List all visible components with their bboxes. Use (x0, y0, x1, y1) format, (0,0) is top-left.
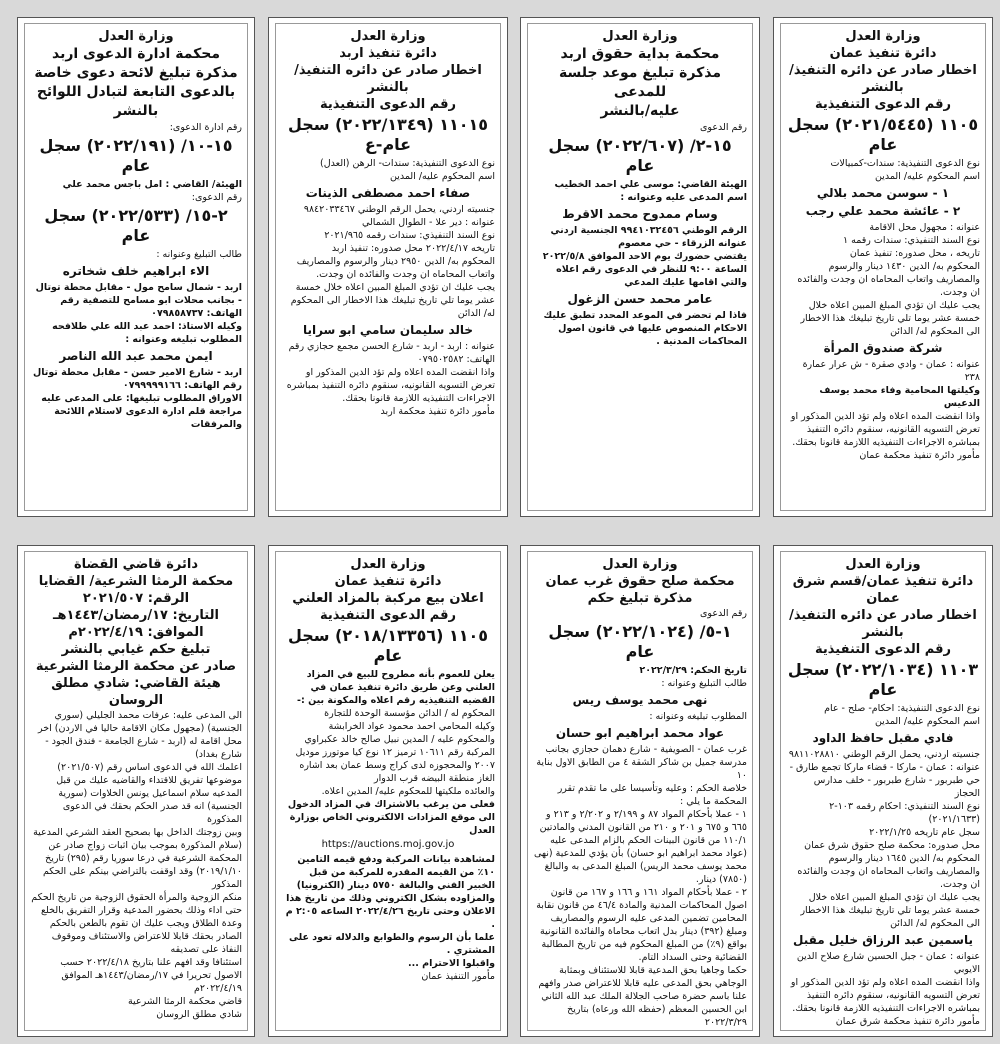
case-number: ١١٠٥ (٢٠١٨/١٣٣٥٦) سجل عام (287, 626, 489, 665)
notice-vehicle-auction (268, 545, 508, 1037)
notice-heading: رقم الدعوى التنفيذية (815, 97, 951, 112)
notice-text: الهيئة/ القاضي : امل باجس محمد علي (62, 179, 242, 190)
notice-text: اسم المحكوم عليه/ المدين (874, 716, 980, 727)
notice-heading: رقم الدعوى التنفيذية (815, 642, 951, 657)
notice-ramtha-sharia-court (17, 545, 255, 1037)
notice-heading: صادر عن محكمة الرمثا الشرعية (35, 659, 237, 674)
party-name: وسام ممدوح محمد الاقرط (562, 207, 718, 221)
notice-text: نوع الدعوى التنفيذية: سندات- الرهن (العدل) (320, 158, 495, 169)
notice-heading: هيئة القاضي: شادي مطلق الروسان (51, 676, 221, 708)
notice-text: عنوانه : اربد - اربد - شارع الحسن مجمع حجازي رقم الهاتف: ٠٧٩٥٠٢٥٨٢ (288, 341, 495, 365)
notice-text: يقتضي حضورك يوم الاحد الموافق ٢٠٢٢/٥/٨ (542, 251, 747, 262)
party-name: ٢ - عائشة محمد علي رجب (805, 204, 961, 218)
party-name: شركة صندوق المرأة (823, 341, 943, 355)
notice-east-amman-execution (773, 545, 993, 1037)
notice-text: رقم الدعوى: (191, 192, 242, 203)
notice-text: اربد - شارع الامير حسن - مقابل محطة توتال رقم الهاتف: ٠٧٩٩٩٩٩١٦٦ (32, 367, 242, 391)
notice-amman-execution-5445 (773, 17, 993, 517)
notice-text: المطلوب تبليغه وعنوانه : (649, 711, 747, 722)
party-name: نهى محمد يوسف ريس (572, 693, 708, 707)
notice-text: وكيله المحامي احمد محمود عواد الخرابشة (328, 721, 495, 732)
notice-text: الرقم الوطني ٩٩٤١٠٣٢٤٥٦ الجنسية اردني (550, 225, 747, 236)
notice-text: مأمور التنفيذ عمان (421, 971, 495, 982)
notice-text: طالب التبليغ وعنوانه : (661, 678, 747, 689)
notice-text: المحكوم له / الدائن مؤسسة الوحدة للتجارة (324, 708, 495, 719)
notice-text: الهيئة القاضي: موسى علي احمد الخطيب (554, 179, 747, 190)
party-name: صفاء احمد مصطفى الذينات (305, 186, 471, 200)
notice-heading: محكمة ادارة الدعوى اربد (51, 46, 221, 62)
notice-text: واذا انقضت المده اعلاه ولم تؤد الدين المذكور او تعرض التسويه القانونيه، سنقوم دائره التنفيذ بمباشره الاجراءات التنفيذيه اللازمة قانونا بحقك. (286, 367, 495, 404)
notice-text: فعلى من يرغب بالاشتراك في المزاد الدخول الى موقع المزادات الالكتروني الخاص بوزارة العدل (287, 799, 495, 836)
notice-heading: دائرة تنفيذ عمان (829, 46, 937, 61)
notice-text: نوع الدعوى التنفيذية: احكام- صلح - عام (824, 703, 980, 714)
notice-text: جنسيته اردني، يحمل الرقم الوطني ٩٨٤٢٠٣٣٤٦٧ (303, 204, 495, 215)
notice-heading: وزارة العدل (602, 29, 678, 44)
notice-heading: التاريخ: ١٧/رمضان/١٤٤٣هـ (53, 608, 219, 623)
notice-heading: الرقم: ٢٠٢١/٥٠٧ (82, 591, 190, 606)
notice-text: والمحكوم عليه / المدين نبيل صالح خالد عكبراوي (304, 734, 495, 745)
notice-heading: وزارة العدل (98, 29, 174, 44)
notice-text: مأمور دائرة تنفيذ محكمة اربد (380, 406, 495, 417)
notice-text: المحكوم به/ الدين ١٦٤٥ دينار والرسوم والمصاريف واتعاب المحاماه ان وجدت والفائده ان وجدت. (797, 853, 980, 890)
notice-text: فاذا لم تحضر في الموعد المحدد تطبق عليك الاحكام المنصوص عليها في قانون اصول المحاكمات المدنية . (543, 310, 747, 347)
notice-text: المركبة رقم ١٠٦١١ ترميز ١٢ نوع كيا موتورز موديل ٢٠٠٧ والمحجوزه لدى كراج وسط عمان بعد اشاره الغاز منطقة البيضه قرب الدوار (295, 747, 495, 784)
party-name: ياسمين عبد الرزاق خليل مقبل (793, 933, 973, 947)
notice-heading: وزارة العدل (350, 29, 426, 44)
notice-text: وكيله الاستاذ: احمد عبد الله علي طلافحه (52, 321, 242, 332)
case-number: ١١٠٥ (٢٠٢١/٥٤٤٥) سجل عام (787, 115, 979, 154)
notice-text: نوع السند التنفيذي: سندات رقمه ١ (843, 235, 980, 246)
case-number: ١-٥/ (٢٠٢٢/١٠٢٤) سجل عام (548, 622, 732, 661)
notice-text: تاريخه ، محل صدوره: تنفيذ عمان (849, 248, 980, 259)
notice-body (24, 23, 248, 511)
notice-text: عنوانه : عمان - ماركا - قضاء ماركا تجمع طارق - حي طبربور - شارع طبربور - خلف مدارس الحجاز (789, 762, 980, 799)
notice-text: اسم المدعى عليه وعنوانه : (620, 192, 747, 203)
notice-heading: اعلان بيع مركبة بالمزاد العلني (292, 591, 484, 606)
notice-body (24, 551, 248, 1031)
notice-heading: مذكرة تبليغ لائحة دعوى خاصة (34, 65, 238, 81)
notice-text: يعلن للعموم بأنه مطروح للبيع في المزاد العلني وعن طريق دائرة تنفيذ عمان في القضيه التنفيذيه رقم اعلاه والمكونة بين :- (297, 669, 495, 706)
notice-text: شادي مطلق الروسان (156, 1009, 242, 1020)
party-name: الاء ابراهيم خلف شخاتره (62, 264, 210, 278)
party-name: عواد محمد ابراهيم ابو حسان (555, 726, 725, 740)
notice-text: ٢ - عملا بأحكام المواد ١٦١ و ١٦٦ و ١٦٧ من قانون اصول المحاكمات المدنية والمادة ٤٦/٤ من قانون نقابة المحامين تضمين المدعى عليه الرسوم والمصاريف ومبلغ (٣٩٢) دينار بدل اتعاب محاماة والفائدة القانونية بواقع (٩٪) من المبلغ المحكوم فيه من تاريخ المطالبة القضائية وحتى السداد التام. (536, 887, 747, 963)
notice-text: وكيلتها المحامية وفاء محمد يوسف الدعيس (819, 385, 980, 409)
notice-heading: اخطار صادر عن دائره التنفيذ/ بالنشر (789, 63, 977, 95)
notice-heading: رقم الدعوى التنفيذية (320, 97, 456, 112)
notice-heading: وزارة العدل (602, 557, 678, 572)
notice-text: عنوانه : دير علا - الطوال الشمالي (361, 217, 495, 228)
notice-text: وبين زوجتك الداخل بها بصحيح العقد الشرعي المدعية (سلام المذكورة بموجب بيان اثبات زواج صادر عن المحكمة الشرعية في درعا سوريا رقم (٢٩٥) تاريخ ٢٠١٩/١/١٠) وقد اوقفت بالتراضي بينكم على الحكم المذكور (33, 827, 242, 890)
notice-body (780, 551, 986, 1031)
notice-text: منكم الزوجية والمرأة الحقوق الزوجية من تاريخ الحكم حتى اداء وذلك بحضور المدعية وقرار التفريق بالخلع وعدة الطلاق ويجب عليك ان تقوم بالطعن بالحكم الصادر بحقك قابلا للاعتراض والاستئناف وموقوف النفاذ على تصديقه (31, 892, 242, 955)
notice-heading: الموافق: ٢٠٢٢/٤/١٩م (68, 625, 204, 640)
notice-text: رقم الدعوى (699, 122, 747, 133)
notice-text: استئنافا وقد افهم علنا بتاريخ ٢٠٢٢/٤/١٨ حسب الاصول تحريرا في ١٧/رمضان/١٤٤٣هـ الموافق ٢٠٢٢/٤/١٩م (60, 957, 242, 994)
party-name: خالد سليمان سامي ابو سرايا (302, 323, 474, 337)
notice-heading: وزارة العدل (845, 557, 921, 572)
notice-text: المحكوم به/ الدين ٢٩٥٠ دينار والرسوم والمصاريف واتعاب المحاماه ان وجدت والفائده ان وجدت. (296, 256, 495, 280)
case-number: ٢-١٥/ (٢٠٢٢/٥٣٣) سجل عام (44, 206, 228, 245)
notice-text: والعائده ملكيتها للمحكوم عليه/ المدين اعلاه. (321, 786, 495, 797)
notice-heading: دائرة تنفيذ اربد (339, 46, 437, 61)
notice-text: اسم المحكوم عليه/ المدين (874, 171, 980, 182)
notice-text: مأمور دائرة تنفيذ محكمة عمان (859, 450, 980, 461)
notice-irbid-execution-1349 (268, 17, 508, 517)
case-number: ١٥-٢/ (٢٠٢٢/٦٠٧) سجل عام (548, 136, 732, 175)
notice-text: قاضي محكمة الرمثا الشرعية (127, 996, 242, 1007)
auction-url[interactable]: https://auctions.moj.gov.jo (321, 839, 455, 850)
notice-text: اعلمك الله في الدعوى اساس رقم (٢٠٢١/٥٠٧) موضوعها تفريق للاقتداء والقاضيه عليك من قبل المدعيه سلام اسماعيل يونس الخلاوات (سورية الجنسية) انه قد صدر الحكم بحقك في الدعوى المذكورة (56, 762, 242, 825)
notice-text: الى المدعى عليه: عرفات محمد الجليلي (سوري الجنسية) (مجهول مكان الاقامة حاليا في الاردن) اخر محل اقامة له (اربد - شارع الجامعة - فندق الجود - شارع بغداد) (37, 710, 242, 760)
notice-heading: دائرة قاضي القضاة (74, 557, 198, 572)
notice-heading: مذكرة تبليغ موعد جلسة للمدعى (558, 65, 722, 100)
notice-text: المطلوب تبليغه وعنوانه : (125, 334, 242, 345)
notice-irbid-court-session (520, 17, 760, 517)
notice-irbid-case-management (17, 17, 255, 517)
case-number: ١٥-١٠/ (٢٠٢٢/١٩١) سجل عام (39, 136, 233, 175)
notice-heading: رقم الدعوى التنفيذية (320, 608, 456, 623)
notice-text: المحكوم به/ الدين ١٤٣٠ دينار والرسوم والمصاريف واتعاب المحاماه ان وجدت والفائده ان وجدت. (797, 261, 980, 298)
case-number: ١١٠٣ (٢٠٢٢/١٠٣٤) سجل عام (787, 660, 979, 699)
notice-heading: مذكرة تبليغ حكم (587, 591, 693, 606)
notice-heading: دائرة تنفيذ عمان (334, 574, 442, 589)
notice-text: واذا انقضت المده اعلاه ولم تؤد الدين المذكور او تعرض التسويه القانونيه، سنقوم دائره التنفيذ بمباشره الاجراءات التنفيذيه اللازمة قانونا بحقك. (790, 977, 980, 1014)
notice-heading: اخطار صادر عن دائره التنفيذ/ بالنشر (294, 63, 482, 95)
notice-heading: محكمة بداية حقوق اربد (560, 46, 720, 62)
notice-text: اسم المحكوم عليه/ المدين (389, 171, 495, 182)
notice-text: خلاصة الحكم : وعليه وتأسيسا على ما تقدم تقرر المحكمة ما يلي : (557, 783, 747, 807)
notice-text: مأمور دائرة تنفيذ محكمة شرق عمان (835, 1016, 980, 1027)
notice-text: نوع الدعوى التنفيذية: سندات-كمبيالات (830, 158, 980, 169)
party-name: عامر محمد حسن الزغول (567, 292, 713, 306)
party-name: فادي مقبل حافظ الداود (812, 731, 954, 745)
notice-heading: بالدعوى التابعة لتبادل اللوائح بالنشر (36, 84, 236, 119)
notice-body (527, 23, 753, 511)
notice-text: الاوراق المطلوب تبليغها: على المدعى عليه مراجعة قلم ادارة الدعوى لاستلام اللائحة والمرفقات (41, 393, 242, 430)
notice-west-amman-judgment (520, 545, 760, 1037)
notice-body (780, 23, 986, 511)
notice-text: واذا انقضت المده اعلاه ولم تؤد الدين المذكور او تعرض التسويه القانونيه، سنقوم دائره التنفيذ بمباشره الاجراءات التنفيذيه اللازمة قانونا بحقك. (790, 411, 980, 448)
notice-body (527, 551, 753, 1031)
notice-text: سجل عام تاريخه ٢٠٢٢/١/٢٥ (869, 827, 980, 838)
notice-text: عنوانه : عمان - جبل الحسين شارع صلاح الدين الايوبي (796, 951, 980, 975)
notice-text: محل صدوره: محكمة صلح حقوق شرق عمان (804, 840, 980, 851)
party-name: ايمن محمد عبد الله الناصر (59, 349, 213, 363)
notice-text: يجب عليك ان تؤدي المبلغ المبين اعلاه خلال خمسة عشر يوما تلي تاريخ تبليغك هذا الاخطار الى المحكوم له/ الدائن (800, 892, 980, 929)
notice-text: يجب عليك ان تؤدي المبلغ المبين اعلاه خلال خمسة عشر يوما تلي تاريخ تبليغك هذا الاخطار الى المحكوم له/ الدائن (800, 300, 980, 337)
notice-heading: دائرة تنفيذ عمان/قسم شرق عمان (792, 574, 974, 606)
case-number: ١١٠١٥ (٢٠٢٢/١٣٤٩) سجل عام-ع (287, 115, 489, 154)
notice-heading: محكمة الرمثا الشرعية/ القضايا (38, 574, 234, 589)
notice-text: الساعة ٩:٠٠ للنظر في الدعوى رقم اعلاه والتي اقامها عليك المدعي (556, 264, 747, 288)
notice-heading: وزارة العدل (845, 29, 921, 44)
notice-text: طالب التبليغ وعنوانه : (156, 249, 242, 260)
notice-heading: وزارة العدل (350, 557, 426, 572)
notice-text: تاريخ الحكم: ٢٠٢٢/٣/٢٩ (639, 665, 747, 676)
notice-text: عنوانه الزرقاء - حي معصوم (618, 238, 747, 249)
party-name: ١ - سوسن محمد بلالي (816, 186, 950, 200)
notice-text: عنوانه : مجهول محل الاقامة (869, 222, 980, 233)
notice-text: علما بأن الرسوم والطوابع والدلاله تعود على المشتري . (289, 932, 495, 956)
notice-text: اربد - شمال سامح مول - مقابل محطة توتال - بجانب محلات ابو مسامح للتصفية رقم الهاتف: ٠٧٩٨٥٨٧٣٧ (35, 282, 242, 319)
notice-text: نوع السند التنفيذي: احكام رقمه ١٠٣-٢ (٢٠٢١/١٦٣٣) (829, 801, 980, 825)
notice-body (275, 551, 501, 1031)
notice-text: حكما وجاهيا بحق المدعية قابلا للاستئناف وبمثابة الوجاهي بحق المدعى عليه قابلا للاعتراض صدر وافهم علنا باسم حضرة صاحب الجلالة الملك عبد الله الثاني ابن الحسين المعظم (حفظه الله ورعاه) بتاريخ ٢٠٢٢/٣/٢٩ (538, 965, 747, 1028)
notice-heading: تبليغ حكم غيابي بالنشر (61, 642, 211, 657)
notice-text: رقم الدعوى (699, 608, 747, 619)
notice-heading: محكمة صلح حقوق غرب عمان (545, 574, 735, 589)
notice-heading: عليه/بالنشر (600, 103, 680, 119)
notice-text: رقم ادارة الدعوى: (169, 122, 242, 133)
notice-heading: اخطار صادر عن دائره التنفيذ/ بالنشر (789, 608, 977, 640)
notice-body (275, 23, 501, 511)
notice-text: يجب عليك ان تؤدي المبلغ المبين اعلاه خلال خمسة عشر يوما تلي تاريخ تبليغك هذا الاخطار الى المحكوم له/ الدائن (290, 282, 495, 319)
notice-text: جنسيته اردني، يحمل الرقم الوطني ٩٨١١٠٢٨٨١٠ (788, 749, 980, 760)
notice-text: غرب عمان - الصويفية - شارع دهمان حجازي بجانب مدرسة جميل بن شاكر الشقة ٤ من الطابق الاول بناية ١٠ (536, 744, 747, 781)
notice-text: عنوانه : عمان - وادي صقرة - ش عرار عمارة ٢٣٨ (802, 359, 980, 383)
notice-text: تاريخه ٢٠٢٢/٤/١٧ محل صدوره: تنفيذ اربد (331, 243, 495, 254)
notice-text: ١ - عملا بأحكام المواد ٨٧ و ٢/١٩٩ و ٢/٢٠٢ و ٢١٣ و ٦٦٥ و ٦٧٥ و ٢٠١ و ٢١٠ من القانون المدني والمادتين ١١٠/١ من قانون البينات الحكم بالزام المدعى عليه (عواد محمد ابراهيم ابو حسان) بأن يؤدي للمدعية (نهى محمد يوسف محمد الريس) المبلغ المدعى به والبالغ (٧٨٥٠) دينار. (533, 809, 747, 885)
notice-text: نوع السند التنفيذي: سندات رقمه ٢٠٢١/٩٦٥ (324, 230, 495, 241)
notice-text: لمشاهدة بيانات المركبة ودفع قيمه التامين ١٠٪ من القيمه المقدره للمركبة من قبل الخبير الفني والبالغة ٥٧٥٠ دينار (الكترونيا) والمزاوده بشكل الكتروني وذلك من تاريخ هذا الاعلان وحتى تاريخ ٢٠٢٢/٤/٢٦ الساعه ٢:٠٥ م . (285, 854, 495, 930)
notice-text: واقبلوا الاحترام ... (408, 958, 495, 969)
